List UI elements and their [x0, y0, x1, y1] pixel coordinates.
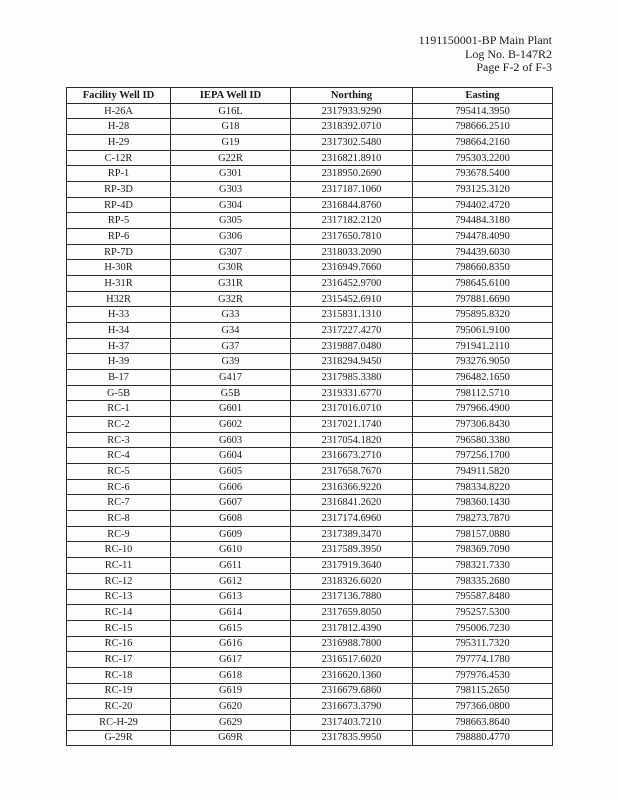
- iepa-well-id-cell: G19: [171, 135, 291, 151]
- iepa-well-id-cell: G619: [171, 683, 291, 699]
- northing-cell: 2316620.1360: [291, 667, 413, 683]
- table-row: [67, 479, 553, 495]
- page-number: Page F-2 of F-3: [476, 60, 552, 74]
- table-row: [67, 401, 553, 417]
- easting-cell: 797366.0800: [413, 699, 553, 715]
- log-number: Log No. B-147R2: [465, 46, 552, 61]
- easting-cell: 795311.7320: [413, 636, 553, 652]
- facility-well-id-cell: RC-14: [67, 605, 171, 621]
- easting-cell: 791941.2110: [413, 338, 553, 354]
- easting-cell: 794402.4720: [413, 197, 553, 213]
- facility-well-id-cell: H-26A: [67, 103, 171, 119]
- facility-well-id-cell: G-5B: [67, 385, 171, 401]
- northing-cell: 2317054.1820: [291, 432, 413, 448]
- column-header-easting: Easting: [413, 88, 553, 104]
- iepa-well-id-cell: G629: [171, 714, 291, 730]
- northing-cell: 2317650.7810: [291, 229, 413, 245]
- easting-cell: 798334.8220: [413, 479, 553, 495]
- easting-cell: 798666.2510: [413, 119, 553, 135]
- facility-well-id-cell: RC-2: [67, 417, 171, 433]
- easting-cell: 798112.5710: [413, 385, 553, 401]
- northing-cell: 2316673.3790: [291, 699, 413, 715]
- table-row: [67, 135, 553, 151]
- easting-cell: 798157.0880: [413, 526, 553, 542]
- easting-cell: 794478.4090: [413, 229, 553, 245]
- northing-cell: 2317227.4270: [291, 323, 413, 339]
- northing-cell: 2317182.2120: [291, 213, 413, 229]
- well-coordinates-table: [66, 87, 553, 746]
- table-row: [67, 652, 553, 668]
- easting-cell: 797976.4530: [413, 667, 553, 683]
- facility-well-id-cell: RC-13: [67, 589, 171, 605]
- table-row: [67, 667, 553, 683]
- northing-cell: 2317919.3640: [291, 558, 413, 574]
- facility-well-id-cell: RC-10: [67, 542, 171, 558]
- table-row: [67, 103, 553, 119]
- facility-well-id-cell: B-17: [67, 370, 171, 386]
- table-row: [67, 417, 553, 433]
- column-header-northing: Northing: [291, 88, 413, 104]
- iepa-well-id-cell: G417: [171, 370, 291, 386]
- easting-cell: 794484.3180: [413, 213, 553, 229]
- facility-well-id-cell: RC-11: [67, 558, 171, 574]
- easting-cell: 797881.6690: [413, 291, 553, 307]
- easting-cell: 793276.9050: [413, 354, 553, 370]
- northing-cell: 2317389.3470: [291, 526, 413, 542]
- northing-cell: 2315452.6910: [291, 291, 413, 307]
- northing-cell: 2318950.2690: [291, 166, 413, 182]
- northing-cell: 2316452.9700: [291, 276, 413, 292]
- northing-cell: 2317812.4390: [291, 620, 413, 636]
- northing-cell: 2316949.7660: [291, 260, 413, 276]
- table-row: [67, 620, 553, 636]
- facility-well-id-cell: RC-15: [67, 620, 171, 636]
- northing-cell: 2317659.8050: [291, 605, 413, 621]
- easting-cell: 798369.7090: [413, 542, 553, 558]
- easting-cell: 798115.2650: [413, 683, 553, 699]
- easting-cell: 796482.1650: [413, 370, 553, 386]
- iepa-well-id-cell: G18: [171, 119, 291, 135]
- northing-cell: 2316679.6860: [291, 683, 413, 699]
- facility-well-id-cell: H-29: [67, 135, 171, 151]
- easting-cell: 795257.5300: [413, 605, 553, 621]
- easting-cell: 796580.3380: [413, 432, 553, 448]
- iepa-well-id-cell: G33: [171, 307, 291, 323]
- facility-well-id-cell: G-29R: [67, 730, 171, 746]
- facility-well-id-cell: RP-5: [67, 213, 171, 229]
- easting-cell: 798645.6100: [413, 276, 553, 292]
- northing-cell: 2317835.9950: [291, 730, 413, 746]
- easting-cell: 797256.1700: [413, 448, 553, 464]
- table-row: [67, 338, 553, 354]
- iepa-well-id-cell: G604: [171, 448, 291, 464]
- facility-well-id-cell: RC-17: [67, 652, 171, 668]
- iepa-well-id-cell: G609: [171, 526, 291, 542]
- iepa-well-id-cell: G610: [171, 542, 291, 558]
- northing-cell: 2317658.7670: [291, 464, 413, 480]
- northing-cell: 2319331.6770: [291, 385, 413, 401]
- easting-cell: 798321.7330: [413, 558, 553, 574]
- facility-well-id-cell: RP-1: [67, 166, 171, 182]
- iepa-well-id-cell: G32R: [171, 291, 291, 307]
- facility-well-id-cell: RP-3D: [67, 182, 171, 198]
- iepa-well-id-cell: G37: [171, 338, 291, 354]
- column-header-iepa-well-id: IEPA Well ID: [171, 88, 291, 104]
- column-header-facility-well-id: Facility Well ID: [67, 88, 171, 104]
- easting-cell: 798880.4770: [413, 730, 553, 746]
- facility-well-id-cell: RC-6: [67, 479, 171, 495]
- northing-cell: 2318294.9450: [291, 354, 413, 370]
- table-row: [67, 150, 553, 166]
- northing-cell: 2316841.2620: [291, 495, 413, 511]
- easting-cell: 797306.8430: [413, 417, 553, 433]
- table-row: [67, 526, 553, 542]
- facility-well-id-cell: RC-20: [67, 699, 171, 715]
- facility-well-id-cell: RC-7: [67, 495, 171, 511]
- northing-cell: 2317985.3380: [291, 370, 413, 386]
- facility-well-id-cell: RC-16: [67, 636, 171, 652]
- iepa-well-id-cell: G605: [171, 464, 291, 480]
- northing-cell: 2317021.1740: [291, 417, 413, 433]
- facility-well-id-cell: RC-4: [67, 448, 171, 464]
- facility-well-id-cell: H-28: [67, 119, 171, 135]
- iepa-well-id-cell: G304: [171, 197, 291, 213]
- iepa-well-id-cell: G30R: [171, 260, 291, 276]
- table-row: [67, 213, 553, 229]
- facility-well-id-cell: RC-9: [67, 526, 171, 542]
- northing-cell: 2316517.6020: [291, 652, 413, 668]
- iepa-well-id-cell: G615: [171, 620, 291, 636]
- table-body: [67, 103, 553, 746]
- table-row: [67, 464, 553, 480]
- easting-cell: 798335.2680: [413, 573, 553, 589]
- iepa-well-id-cell: G620: [171, 699, 291, 715]
- easting-cell: 795587.8480: [413, 589, 553, 605]
- iepa-well-id-cell: G606: [171, 479, 291, 495]
- northing-cell: 2315831.1310: [291, 307, 413, 323]
- table-row: [67, 495, 553, 511]
- facility-well-id-cell: H-39: [67, 354, 171, 370]
- northing-cell: 2317187.1060: [291, 182, 413, 198]
- northing-cell: 2317933.9290: [291, 103, 413, 119]
- iepa-well-id-cell: G307: [171, 244, 291, 260]
- table-header-row: [67, 88, 553, 104]
- facility-well-id-cell: H-34: [67, 323, 171, 339]
- facility-well-id-cell: RC-H-29: [67, 714, 171, 730]
- document-header: [419, 34, 552, 75]
- iepa-well-id-cell: G306: [171, 229, 291, 245]
- facility-well-id-cell: RP-4D: [67, 197, 171, 213]
- table-row: [67, 683, 553, 699]
- table-row: [67, 432, 553, 448]
- table-row: [67, 166, 553, 182]
- easting-cell: 794439.6030: [413, 244, 553, 260]
- table-row: [67, 307, 553, 323]
- iepa-well-id-cell: G16L: [171, 103, 291, 119]
- iepa-well-id-cell: G34: [171, 323, 291, 339]
- table-row: [67, 511, 553, 527]
- easting-cell: 794911.5820: [413, 464, 553, 480]
- northing-cell: 2316366.9220: [291, 479, 413, 495]
- iepa-well-id-cell: G5B: [171, 385, 291, 401]
- iepa-well-id-cell: G608: [171, 511, 291, 527]
- easting-cell: 798360.1430: [413, 495, 553, 511]
- iepa-well-id-cell: G616: [171, 636, 291, 652]
- iepa-well-id-cell: G611: [171, 558, 291, 574]
- facility-well-id-cell: RC-18: [67, 667, 171, 683]
- table-row: [67, 605, 553, 621]
- table-row: [67, 229, 553, 245]
- iepa-well-id-cell: G614: [171, 605, 291, 621]
- iepa-well-id-cell: G303: [171, 182, 291, 198]
- northing-cell: 2316988.7800: [291, 636, 413, 652]
- iepa-well-id-cell: G617: [171, 652, 291, 668]
- easting-cell: 798664.2160: [413, 135, 553, 151]
- table-row: [67, 323, 553, 339]
- iepa-well-id-cell: G618: [171, 667, 291, 683]
- table-row: [67, 558, 553, 574]
- table-row: [67, 699, 553, 715]
- facility-well-id-cell: RC-3: [67, 432, 171, 448]
- table-row: [67, 448, 553, 464]
- northing-cell: 2317136.7880: [291, 589, 413, 605]
- iepa-well-id-cell: G305: [171, 213, 291, 229]
- northing-cell: 2319887.0480: [291, 338, 413, 354]
- facility-well-id-cell: RC-1: [67, 401, 171, 417]
- iepa-well-id-cell: G22R: [171, 150, 291, 166]
- table-row: [67, 244, 553, 260]
- iepa-well-id-cell: G601: [171, 401, 291, 417]
- northing-cell: 2317302.5480: [291, 135, 413, 151]
- table-row: [67, 542, 553, 558]
- table-row: [67, 260, 553, 276]
- easting-cell: 795303.2200: [413, 150, 553, 166]
- table-row: [67, 589, 553, 605]
- table-row: [67, 385, 553, 401]
- facility-well-id-cell: C-12R: [67, 150, 171, 166]
- facility-well-id-cell: H-31R: [67, 276, 171, 292]
- easting-cell: 795895.8320: [413, 307, 553, 323]
- easting-cell: 795061.9100: [413, 323, 553, 339]
- northing-cell: 2318392.0710: [291, 119, 413, 135]
- table-row: [67, 182, 553, 198]
- table-row: [67, 276, 553, 292]
- facility-well-id-cell: RC-19: [67, 683, 171, 699]
- iepa-well-id-cell: G602: [171, 417, 291, 433]
- northing-cell: 2318326.6020: [291, 573, 413, 589]
- northing-cell: 2317589.3950: [291, 542, 413, 558]
- iepa-well-id-cell: G603: [171, 432, 291, 448]
- easting-cell: 798660.8350: [413, 260, 553, 276]
- table-row: [67, 573, 553, 589]
- northing-cell: 2317174.6960: [291, 511, 413, 527]
- iepa-well-id-cell: G69R: [171, 730, 291, 746]
- easting-cell: 797966.4900: [413, 401, 553, 417]
- project-number: 1191150001-BP Main Plant: [418, 33, 552, 47]
- easting-cell: 797774.1780: [413, 652, 553, 668]
- easting-cell: 793125.3120: [413, 182, 553, 198]
- table-row: [67, 291, 553, 307]
- facility-well-id-cell: RC-5: [67, 464, 171, 480]
- table-row: [67, 714, 553, 730]
- facility-well-id-cell: RP-7D: [67, 244, 171, 260]
- iepa-well-id-cell: G612: [171, 573, 291, 589]
- northing-cell: 2316844.8760: [291, 197, 413, 213]
- table-row: [67, 197, 553, 213]
- easting-cell: 795414.3950: [413, 103, 553, 119]
- facility-well-id-cell: H-37: [67, 338, 171, 354]
- iepa-well-id-cell: G607: [171, 495, 291, 511]
- northing-cell: 2317016.0710: [291, 401, 413, 417]
- easting-cell: 795006.7230: [413, 620, 553, 636]
- facility-well-id-cell: RC-12: [67, 573, 171, 589]
- facility-well-id-cell: H-30R: [67, 260, 171, 276]
- northing-cell: 2316673.2710: [291, 448, 413, 464]
- easting-cell: 793678.5400: [413, 166, 553, 182]
- easting-cell: 798663.8640: [413, 714, 553, 730]
- facility-well-id-cell: RC-8: [67, 511, 171, 527]
- iepa-well-id-cell: G31R: [171, 276, 291, 292]
- iepa-well-id-cell: G301: [171, 166, 291, 182]
- table-row: [67, 636, 553, 652]
- facility-well-id-cell: H32R: [67, 291, 171, 307]
- northing-cell: 2318033.2090: [291, 244, 413, 260]
- table-row: [67, 119, 553, 135]
- iepa-well-id-cell: G39: [171, 354, 291, 370]
- table-row: [67, 354, 553, 370]
- northing-cell: 2317403.7210: [291, 714, 413, 730]
- facility-well-id-cell: RP-6: [67, 229, 171, 245]
- iepa-well-id-cell: G613: [171, 589, 291, 605]
- facility-well-id-cell: H-33: [67, 307, 171, 323]
- table-row: [67, 370, 553, 386]
- northing-cell: 2316821.8910: [291, 150, 413, 166]
- easting-cell: 798273.7870: [413, 511, 553, 527]
- table-row: [67, 730, 553, 746]
